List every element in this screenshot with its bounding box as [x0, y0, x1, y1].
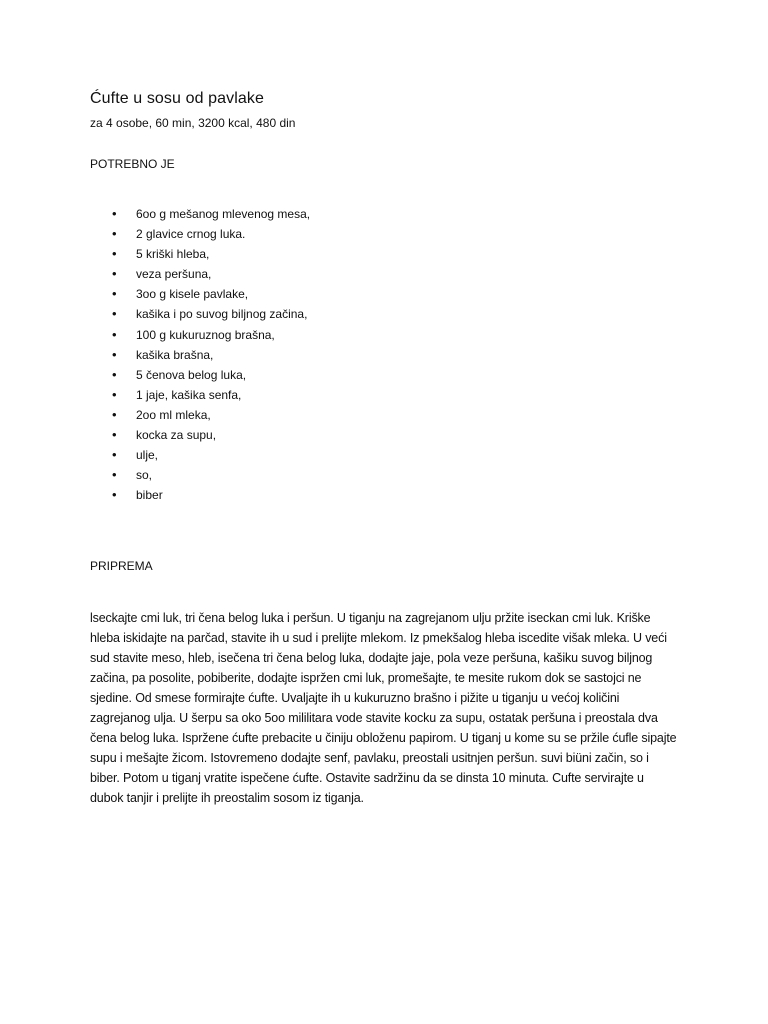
ingredient-item: • 1 jaje, kašika senfa,: [90, 387, 310, 407]
preparation-text: lseckajte cmi luk, tri čena belog luka i peršun. U tiganju na zagrejanom ulju pržite iseckan cmi luk. Kriške hleba iskidajte na parčad, stavite ih u sud i prelijte mlekom. Iz pmekšalog hleba iscedite višak mleka. U veći sud stavite meso, hleb, isečena tri čena belog luka, dodajte jaje, pola veze peršuna, kašiku suvog biljnog začina, pa posolite, pobiberite, dodajte ispržen cmi luk, promešajte, te mesite rukom dok se sastojci ne sjedine. Od smese formirajte ćufte. Uvaljajte ih u kukuruzno brašno i pižite u tiganju u većoj količini zagrejanog ulja. U šerpu sa oko 5oo mililitara vode stavite kocku za supu, ostatak peršuna i preostala dva čena belog luka. Ispržene ćufte prebacite u činiju obloženu papirom. U tiganj u kome su se pržile ćufle sipajte supu i mešajte žicom. Istovremeno dodajte senf, pavlaku, preostali usitnjen peršun. suvi biüni začin, so i biber. Potom u tiganj vratite ispečene ćufte. Ostavite sadržinu da se dinsta 10 minuta. Cufte servirajte u dubok tanjir i prelijte ih preostalim sosom iz tiganja.: [90, 611, 677, 805]
ingredient-item: • 2 glavice crnog luka.: [90, 226, 310, 246]
ingredient-item: • kašika i po suvog biljnog začina,: [90, 306, 310, 326]
ingredient-item: • 5 kriški hleba,: [90, 246, 310, 266]
ingredient-item: • 100 g kukuruznog brašna,: [90, 327, 310, 347]
ingredient-item: • 6oo g mešanog mlevenog mesa,: [90, 206, 310, 226]
ingredient-item: • ulje,: [90, 447, 310, 467]
ingredient-item: • kašika brašna,: [90, 347, 310, 367]
recipe-title: Ćufte u sosu od pavlake: [90, 90, 264, 107]
ingredient-item: • 2oo ml mleka,: [90, 407, 310, 427]
ingredient-item: • biber: [90, 487, 310, 507]
ingredient-item: • 5 čenova belog luka,: [90, 367, 310, 387]
ingredient-item: • so,: [90, 467, 310, 487]
ingredient-item: • kocka za supu,: [90, 427, 310, 447]
preparation-heading: PRIPREMA: [90, 559, 153, 573]
ingredient-item: • veza peršuna,: [90, 266, 310, 286]
ingredient-item: • 3oo g kisele pavlake,: [90, 286, 310, 306]
recipe-meta: za 4 osobe, 60 min, 3200 kcal, 480 din: [90, 116, 296, 130]
ingredients-list: [90, 206, 310, 507]
ingredients-heading: POTREBNO JE: [90, 157, 175, 171]
